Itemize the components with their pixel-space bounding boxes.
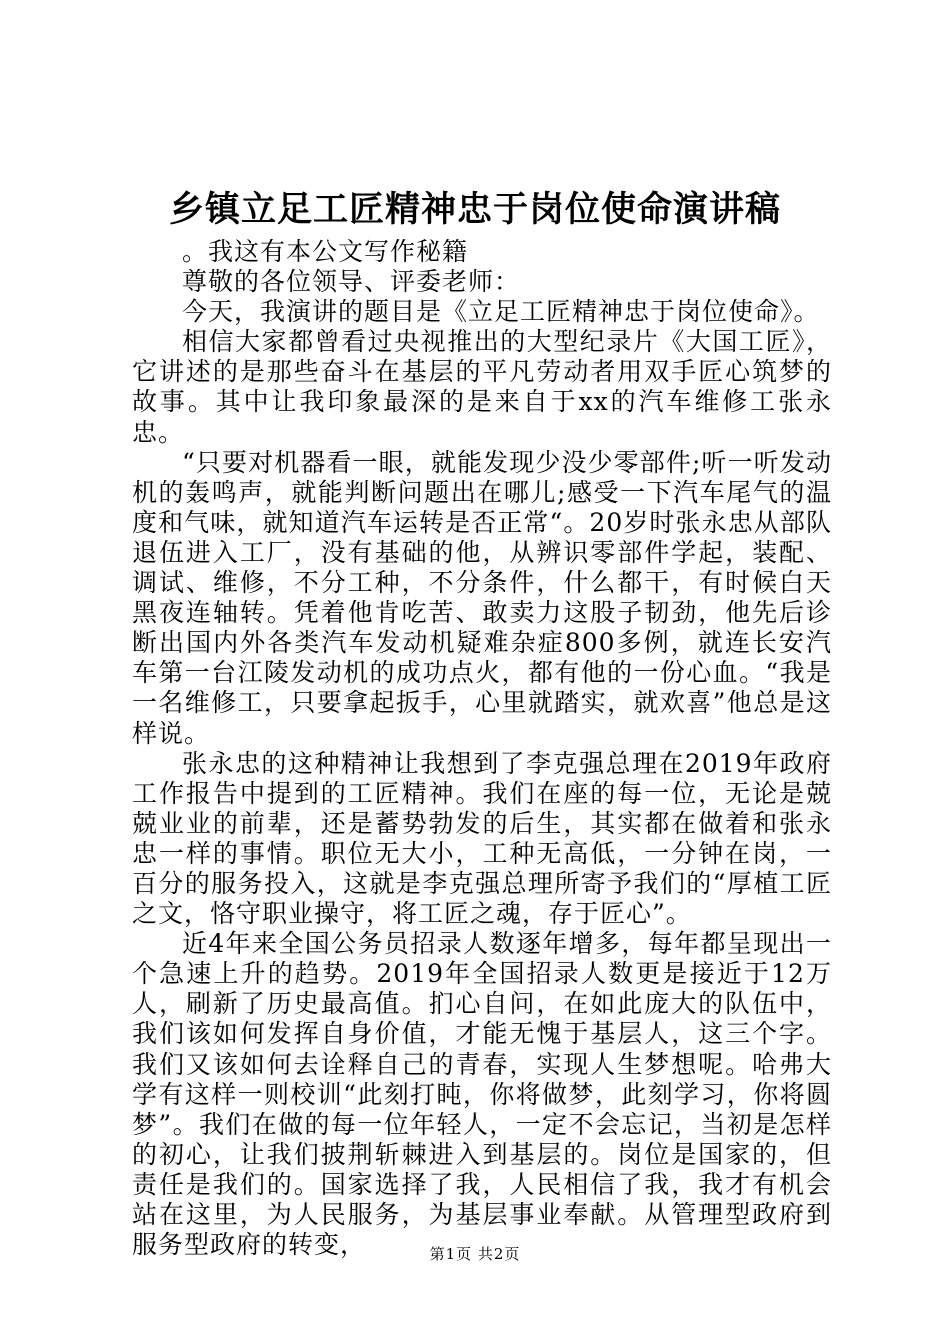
paragraph: 张永忠的这种精神让我想到了李克强总理在2019年政府工作报告中提到的工匠精神。我们在座的每一位，无论是兢兢业业的前辈，还是蓄势勃发的后生，其实都在做着和张永忠一样的事情。职位无大小，工种无高低，一分钟在岗，一百分的服务投入，这就是李克强总理所寄予我们的“厚植工匠之文，恪守职业操守，将工匠之魂，存于匠心”。 [132, 748, 833, 929]
paragraph: 近4年来全国公务员招录人数逐年增多，每年都呈现出一个急速上升的趋势。2019年全国招录人数更是接近于12万人，刷新了历史最高值。扪心自问，在如此庞大的队伍中，我们该如何发挥自身价值，才能无愧于基层人，这三个字。我们又该如何去诠释自己的青春，实现人生梦想呢。哈弗大学有这样一则校训“此刻打盹，你将做梦，此刻学习，你将圆梦”。我们在做的每一位年轻人，一定不会忘记，当初是怎样的初心，让我们披荆斩棘进入到基层的。岗位是国家的，但责任是我们的。国家选择了我，人民相信了我，我才有机会站在这里，为人民服务，为基层事业奉献。从管理型政府到服务型政府的转变， [132, 929, 832, 1260]
document-title: 乡镇立足工匠精神忠于岗位使命演讲稿 [168, 189, 781, 230]
paragraph: “只要对机器看一眼，就能发现少没少零部件;听一听发动机的轰鸣声，就能判断问题出在哪儿;感受一下汽车尾气的温度和气味，就知道汽车运转是否正常“。20岁时张永忠从部队退伍进入工厂，没有基础的他，从辨识零部件学起，装配、调试、维修，不分工种，不分条件，什么都干，有时候白天黑夜连轴转。凭着他肯吃苦、敢卖力这股子韧劲，他先后诊断出国内外各类汽车发动机疑难杂症800多例，就连长安汽车第一台江陵发动机的成功点火，都有他的一份心血。“我是一名维修工，只要拿起扳手，心里就踏实，就欢喜”他总是这样说。 [132, 447, 832, 748]
paragraph: 今天，我演讲的题目是《立足工匠精神忠于岗位使命》。 [182, 297, 820, 327]
paragraph: 。我这有本公文写作秘籍 [182, 237, 469, 266]
paragraph: 尊敬的各位领导、评委老师： [182, 267, 521, 297]
page-footer: 第1页 共2页 [429, 1245, 521, 1263]
paragraph: 相信大家都曾看过央视推出的大型纪录片《大国工匠》，它讲述的是那些奋斗在基层的平凡劳动者用双手匠心筑梦的故事。其中让我印象最深的是来自于xx的汽车维修工张永忠。 [132, 327, 832, 447]
document-body [132, 237, 832, 1260]
